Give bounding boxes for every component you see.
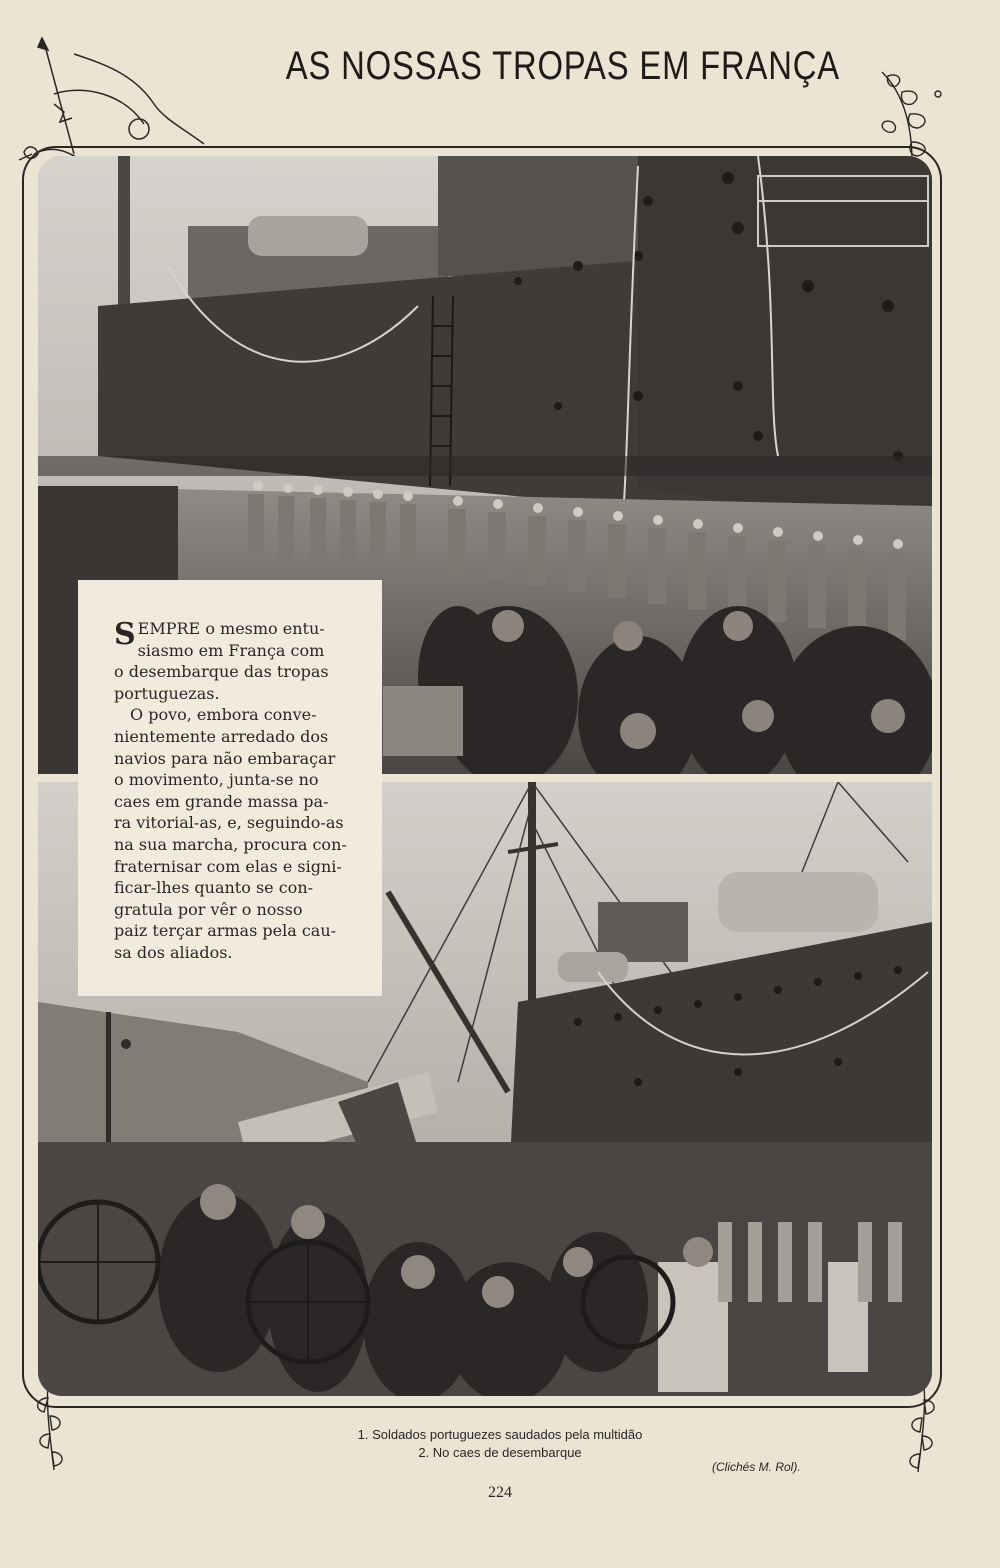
drop-cap: S [114, 617, 136, 652]
photo-credits: (Clichés M. Rol). [712, 1460, 801, 1474]
paragraph-1-text: EMPRE o mesmo entu- siasmo em França com o desembarque das tropas portuguezas. [114, 619, 329, 703]
article-paragraph-1 [114, 618, 348, 704]
caption-1: 1. Soldados portuguezes saudados pela multidão [357, 1427, 643, 1442]
caption-2: 2. No caes de desembarque [418, 1445, 582, 1460]
page-title: AS NOSSAS TROPAS EM FRANÇA [285, 44, 840, 88]
page-number: 224 [488, 1484, 512, 1501]
article-paragraph-2: O povo, embora conve- nientemente arredado dos navios para não embaraçar o movimento, junta-se no caes em grande massa pa- ra vitorial-as, e, seguindo-as na sua marcha, procura con- fraternisar com elas e signi- ficar-lhes quanto se con- gratula por vêr o nosso paiz terçar armas pela cau- sa dos aliados. [114, 705, 347, 962]
photo-captions [300, 1426, 700, 1462]
article-text-box [78, 580, 382, 996]
